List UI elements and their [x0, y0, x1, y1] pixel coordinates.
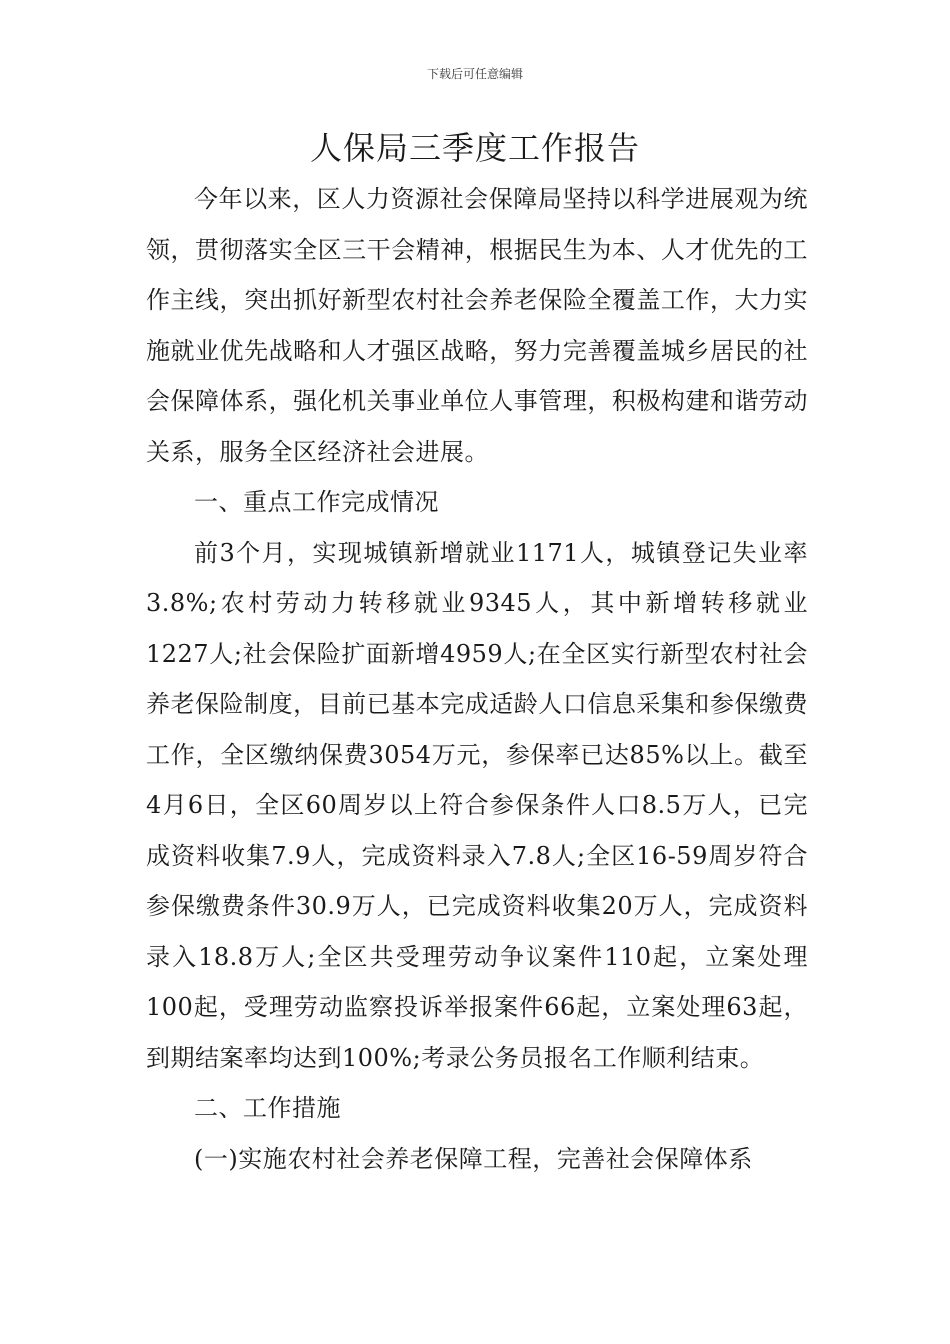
results-paragraph: 前3个月，实现城镇新增就业1171人，城镇登记失业率3.8%;农村劳动力转移就业9345人，其中新增转移就业1227人;社会保险扩面新增4959人;在全区实行新型农村社会养老保险制度，目前已基本完成适龄人口信息采集和参保缴费工作，全区缴纳保费3054万元，参保率已达85%以上。截至4月6日，全区60周岁以上符合参保条件人口8.5万人，已完成资料收集7.9人，完成资料录入7.8人;全区16-59周岁符合参保缴费条件30.9万人，已完成资料收集20万人，完成资料录入18.8万人;全区共受理劳动争议案件110起，立案处理100起，受理劳动监察投诉举报案件66起，立案处理63起，到期结案率均达到100%;考录公务员报名工作顺利结束。	[146, 538, 808, 1072]
intro-paragraph: 今年以来，区人力资源社会保障局坚持以科学进展观为统领，贯彻落实全区三干会精神，根据民生为本、人才优先的工作主线，突出抓好新型农村社会养老保险全覆盖工作，大力实施就业优先战略和人才强区战略，努力完善覆盖城乡居民的社会保障体系，强化机关事业单位人事管理，积极构建和谐劳动关系，服务全区经济社会进展。	[146, 185, 808, 466]
section-heading-1: 一、重点工作完成情况	[194, 488, 439, 516]
document-body	[146, 174, 808, 1184]
header-watermark: 下载后可任意编辑	[426, 67, 523, 81]
subsection-heading-1: (一)实施农村社会养老保障工程，完善社会保障体系	[194, 1144, 753, 1173]
document-title: 人保局三季度工作报告	[309, 129, 640, 167]
section-heading-2: 二、工作措施	[194, 1094, 341, 1122]
